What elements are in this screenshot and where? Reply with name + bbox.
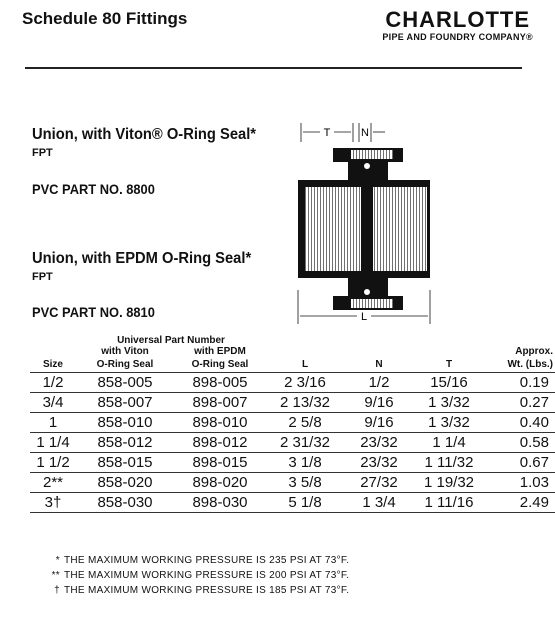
- cell-viton: 858-012: [76, 433, 174, 453]
- cell-t: 1 11/32: [414, 453, 484, 473]
- cell-viton: 858-015: [76, 453, 174, 473]
- cell-weight: 0.19: [484, 373, 555, 393]
- cell-l: 2 5/8: [266, 413, 344, 433]
- cell-size: 3/4: [30, 393, 76, 413]
- cell-weight: 0.27: [484, 393, 555, 413]
- universal-part-number-header: Universal Part Number: [117, 335, 225, 346]
- label-t: T: [323, 127, 331, 139]
- cell-epdm: 898-005: [174, 373, 266, 393]
- col-weight-line1: Approx.: [515, 346, 553, 357]
- cell-viton: 858-005: [76, 373, 174, 393]
- footnote-symbol: †: [54, 585, 60, 596]
- cell-viton: 858-020: [76, 473, 174, 493]
- union-body: [298, 148, 430, 310]
- footnote-symbol: **: [51, 570, 60, 581]
- col-size: Size: [30, 359, 76, 373]
- company-logo: [382, 8, 533, 42]
- cell-weight: 2.49: [484, 493, 555, 513]
- product-connection-type: FPT: [32, 271, 53, 283]
- footnote: [40, 583, 349, 598]
- product-part-number: PVC PART NO. 8810: [32, 304, 155, 320]
- cell-n: 1 3/4: [344, 493, 414, 513]
- footnote-text: THE MAXIMUM WORKING PRESSURE IS 185 PSI AT 73°F.: [64, 585, 350, 596]
- cell-l: 3 1/8: [266, 453, 344, 473]
- product-connection-type: FPT: [32, 147, 53, 159]
- footnote: [40, 568, 349, 583]
- footnote-text: THE MAXIMUM WORKING PRESSURE IS 235 PSI AT 73°F.: [64, 555, 350, 566]
- table-row: [30, 373, 555, 393]
- cell-l: 5 1/8: [266, 493, 344, 513]
- col-epdm-line2: O-Ring Seal: [174, 359, 266, 373]
- cell-l: 2 31/32: [266, 433, 344, 453]
- cell-size: 1/2: [30, 373, 76, 393]
- cell-weight: 0.40: [484, 413, 555, 433]
- logo-subtitle: PIPE AND FOUNDRY COMPANY®: [382, 32, 533, 42]
- col-epdm-line1: with EPDM: [194, 346, 246, 357]
- cell-l: 2 13/32: [266, 393, 344, 413]
- dimension-t: [301, 123, 353, 142]
- cell-weight: 0.58: [484, 433, 555, 453]
- union-drawing: [293, 120, 443, 325]
- col-viton-line2: O-Ring Seal: [76, 359, 174, 373]
- header-divider: [25, 67, 522, 69]
- cell-viton: 858-030: [76, 493, 174, 513]
- col-weight-line2: Wt. (Lbs.): [484, 359, 555, 373]
- table-row: [30, 493, 555, 513]
- cell-epdm: 898-012: [174, 433, 266, 453]
- col-t: T: [414, 359, 484, 373]
- cell-l: 2 3/16: [266, 373, 344, 393]
- cell-epdm: 898-030: [174, 493, 266, 513]
- cell-t: 1 3/32: [414, 413, 484, 433]
- footnote-symbol: *: [55, 555, 60, 566]
- table-row: [30, 453, 555, 473]
- cell-n: 9/16: [344, 393, 414, 413]
- cell-t: 1 1/4: [414, 433, 484, 453]
- cell-weight: 1.03: [484, 473, 555, 493]
- label-n: N: [361, 127, 369, 139]
- table-row: [30, 473, 555, 493]
- product-viton: [32, 126, 276, 159]
- cell-t: 1 3/32: [414, 393, 484, 413]
- cell-size: 1 1/2: [30, 453, 76, 473]
- footnotes: [40, 553, 349, 598]
- footnote-text: THE MAXIMUM WORKING PRESSURE IS 200 PSI AT 73°F.: [64, 570, 350, 581]
- cell-n: 23/32: [344, 433, 414, 453]
- dimension-n: [359, 123, 385, 142]
- cell-size: 2**: [30, 473, 76, 493]
- cell-n: 23/32: [344, 453, 414, 473]
- table-row: [30, 413, 555, 433]
- product-part-number: PVC PART NO. 8800: [32, 181, 155, 197]
- cell-weight: 0.67: [484, 453, 555, 473]
- product-name: Union, with EPDM O-Ring Seal*: [32, 250, 252, 267]
- col-n: N: [344, 359, 414, 373]
- cell-n: 27/32: [344, 473, 414, 493]
- logo-wordmark: CHARLOTTE: [385, 7, 530, 32]
- cell-epdm: 898-020: [174, 473, 266, 493]
- cell-size: 1: [30, 413, 76, 433]
- product-name: Union, with Viton® O-Ring Seal*: [32, 126, 257, 143]
- cell-epdm: 898-015: [174, 453, 266, 473]
- cell-l: 3 5/8: [266, 473, 344, 493]
- dimension-table: [30, 335, 555, 513]
- footnote: [40, 553, 349, 568]
- cell-t: 1 11/16: [414, 493, 484, 513]
- table-row: [30, 433, 555, 453]
- cell-n: 9/16: [344, 413, 414, 433]
- col-viton-line1: with Viton: [101, 346, 149, 357]
- product-epdm: [32, 250, 270, 283]
- col-l: L: [266, 359, 344, 373]
- cell-t: 15/16: [414, 373, 484, 393]
- label-l: L: [360, 311, 368, 323]
- cell-size: 1 1/4: [30, 433, 76, 453]
- cell-n: 1/2: [344, 373, 414, 393]
- table-row: [30, 393, 555, 413]
- cell-viton: 858-007: [76, 393, 174, 413]
- page-title: Schedule 80 Fittings: [22, 9, 188, 28]
- cell-epdm: 898-010: [174, 413, 266, 433]
- cell-size: 3†: [30, 493, 76, 513]
- cell-viton: 858-010: [76, 413, 174, 433]
- cell-epdm: 898-007: [174, 393, 266, 413]
- cell-t: 1 19/32: [414, 473, 484, 493]
